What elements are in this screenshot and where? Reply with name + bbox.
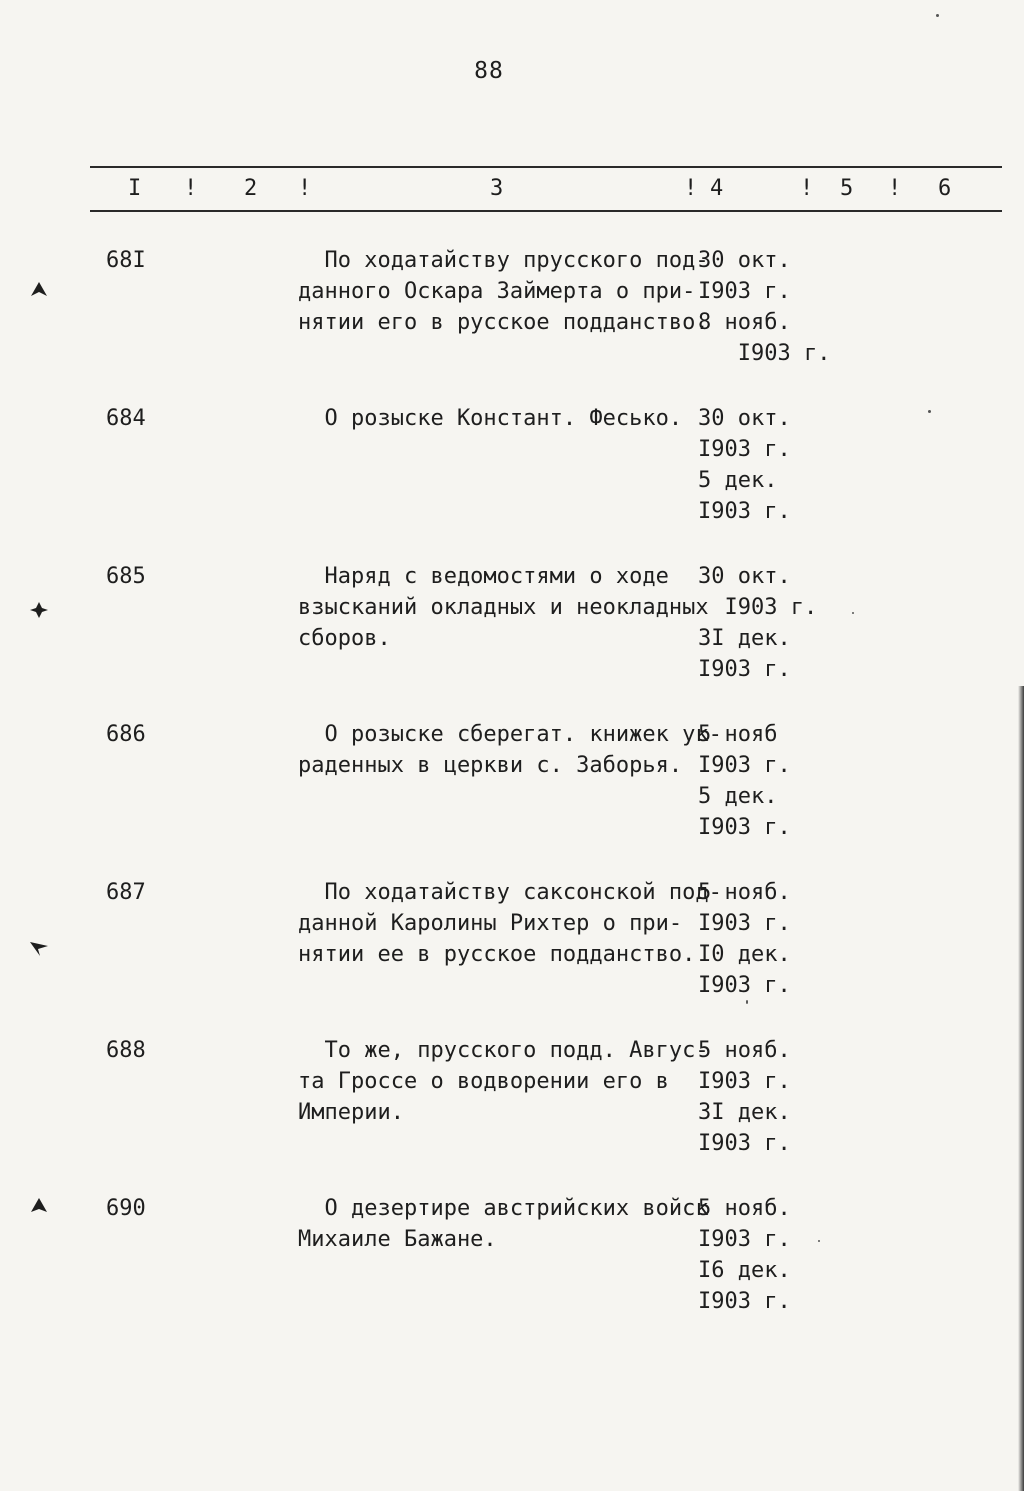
end-date-day: 5 дек. (698, 468, 778, 493)
entry-number: 68I (106, 248, 146, 273)
entry-description (298, 561, 709, 654)
start-date-year: I903 г. (698, 595, 818, 620)
start-date-day: 5 нояб (698, 722, 778, 747)
header-rule-top (90, 166, 1002, 168)
description-line: По ходатайству прусского под- (298, 248, 709, 273)
scan-speck (928, 410, 931, 413)
entry-number: 688 (106, 1038, 146, 1063)
entry-number: 687 (106, 880, 146, 905)
end-date-day: 5 дек. (698, 784, 778, 809)
column-header-1: I (128, 176, 142, 201)
column-header-3: 3 (490, 176, 504, 201)
column-separator: ! (684, 176, 698, 201)
end-date-year: I903 г. (698, 815, 791, 840)
start-date-year: I903 г. (698, 753, 791, 778)
scan-speck (852, 612, 854, 614)
start-date-day: 5 нояб. (698, 1038, 791, 1063)
start-date-day: 5 нояб. (698, 1196, 791, 1221)
start-date-day: 30 окт. (698, 406, 791, 431)
page-number: 88 (474, 58, 504, 84)
description-line: Наряд с ведомостями о ходе (298, 564, 669, 589)
description-line: О дезертире австрийских войск (298, 1196, 709, 1221)
end-date-day: I0 дек. (698, 942, 791, 967)
end-date-year: I903 г. (698, 1131, 791, 1156)
header-rule-bottom (90, 210, 1002, 212)
register-entry (0, 561, 1024, 693)
description-line: По ходатайству саксонской под- (298, 880, 722, 905)
entry-dates (698, 1035, 818, 1159)
column-header (0, 174, 1024, 204)
description-line: О розыске Констант. Феськo. (298, 406, 683, 431)
end-date-year: I903 г. (698, 1289, 791, 1314)
entry-dates (698, 877, 818, 1001)
entry-dates (698, 245, 831, 369)
end-date-year: I903 г. (698, 499, 791, 524)
description-line: данного Оскара Займерта о при- (298, 279, 696, 304)
end-date-day: 3I дек. (698, 1100, 791, 1125)
entry-description (298, 1193, 709, 1255)
entry-number: 686 (106, 722, 146, 747)
register-entry (0, 403, 1024, 535)
register-entry (0, 1035, 1024, 1167)
scan-speck (818, 1240, 820, 1242)
entry-description (298, 719, 722, 781)
entry-dates (698, 1193, 818, 1317)
start-date-day: 30 окт. (698, 248, 791, 273)
description-line: нятии его в русское подданство. (298, 310, 709, 335)
end-date-day: I6 дек. (698, 1258, 791, 1283)
register-entry (0, 877, 1024, 1009)
binder-mark-icon (30, 940, 48, 956)
description-line: То же, прусского подд. Авгус- (298, 1038, 709, 1063)
column-separator: ! (800, 176, 814, 201)
column-header-4: 4 (710, 176, 724, 201)
page-edge-shadow (1018, 686, 1024, 1491)
end-date-year: I903 г. (698, 973, 791, 998)
start-date-day: 5 нояб. (698, 880, 791, 905)
column-separator: ! (184, 176, 198, 201)
scan-speck (746, 1000, 748, 1004)
description-line: раденных в церкви с. Заборья. (298, 753, 683, 778)
description-line: О розыске сберегат. книжек ук- (298, 722, 722, 747)
end-date-year: I903 г. (698, 341, 831, 366)
description-line: сборов. (298, 626, 391, 651)
entry-description (298, 403, 698, 434)
description-line: взысканий окладных и неокладных (298, 595, 709, 620)
column-header-2: 2 (244, 176, 258, 201)
description-line: Империи. (298, 1100, 404, 1125)
column-separator: ! (888, 176, 902, 201)
column-header-6: 6 (938, 176, 952, 201)
scan-speck (936, 14, 939, 17)
entry-description (298, 245, 709, 338)
entry-dates (698, 561, 818, 685)
entry-description (298, 1035, 709, 1128)
description-line: Михаиле Бажане. (298, 1227, 497, 1252)
entry-description (298, 877, 722, 970)
register-entry (0, 719, 1024, 851)
binder-mark-icon (30, 1198, 48, 1214)
entry-dates (698, 719, 818, 843)
entry-number: 690 (106, 1196, 146, 1221)
start-date-year: I903 г. (698, 1227, 791, 1252)
start-date-year: I903 г. (698, 437, 791, 462)
start-date-year: I903 г. (698, 911, 791, 936)
end-date-day: 8 нояб. (698, 310, 791, 335)
binder-mark-icon (30, 282, 48, 298)
column-separator: ! (298, 176, 312, 201)
end-date-year: I903 г. (698, 657, 791, 682)
description-line: данной Каролины Рихтер о при- (298, 911, 683, 936)
column-header-5: 5 (840, 176, 854, 201)
entry-dates (698, 403, 818, 527)
binder-mark-icon (30, 602, 48, 618)
register-entry (0, 1193, 1024, 1325)
start-date-year: I903 г. (698, 279, 791, 304)
start-date-day: 30 окт. (698, 564, 791, 589)
end-date-day: 3I дек. (698, 626, 791, 651)
entry-number: 684 (106, 406, 146, 431)
entry-number: 685 (106, 564, 146, 589)
description-line: нятии ее в русское подданство. (298, 942, 696, 967)
description-line: та Гроссе о водворении его в (298, 1069, 669, 1094)
start-date-year: I903 г. (698, 1069, 791, 1094)
register-entry (0, 245, 1024, 377)
